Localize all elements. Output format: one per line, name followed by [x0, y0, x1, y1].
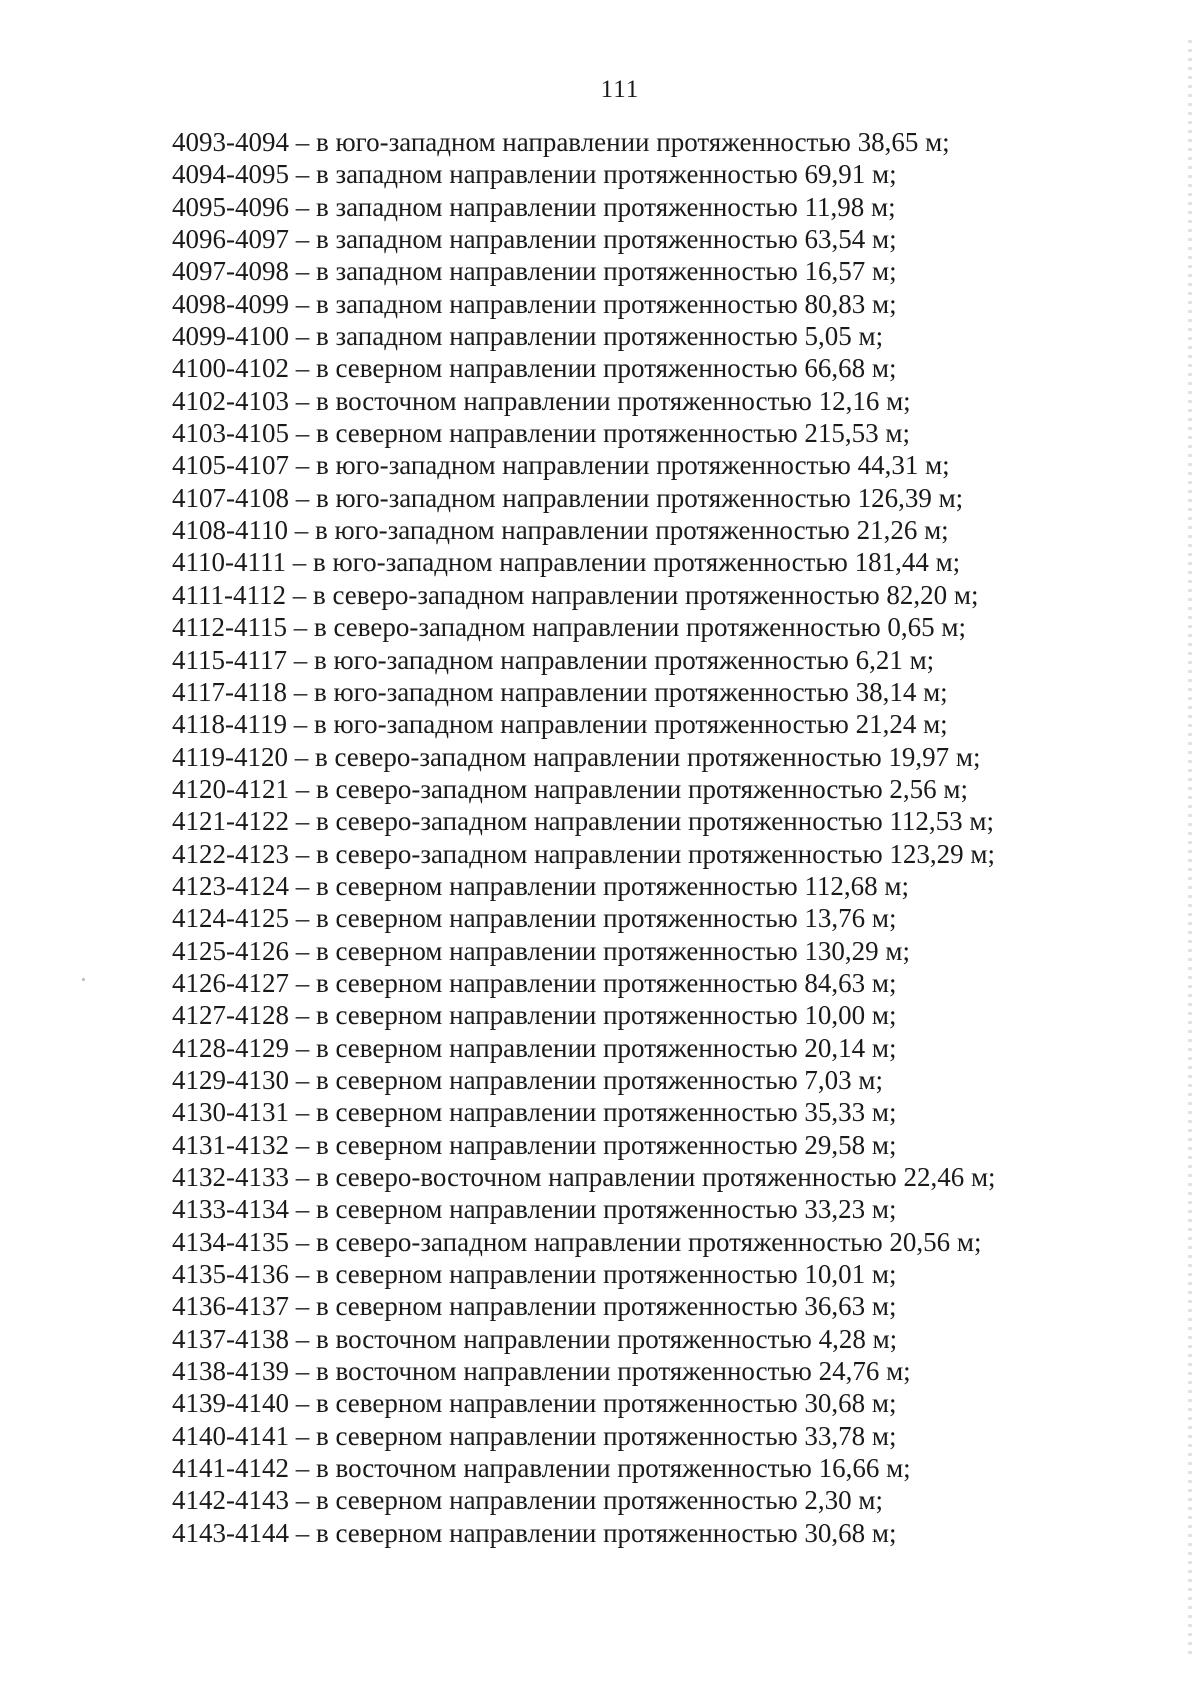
list-item [172, 1161, 1072, 1193]
list-item [172, 1452, 1072, 1484]
dash-separator: – [295, 159, 310, 190]
segment-description: в северном направлении протяженностью 13,76 м; [316, 903, 897, 934]
list-item [172, 352, 1072, 384]
dash-separator: – [295, 321, 310, 352]
list-item [172, 514, 1072, 546]
segment-description: в северном направлении протяженностью 20,14 м; [316, 1032, 897, 1063]
segment-id: 4102-4103 [172, 385, 289, 416]
segment-description: в северо-западном направлении протяженностью 82,20 м; [313, 579, 979, 610]
dash-separator: – [295, 1420, 310, 1451]
list-item [172, 1032, 1072, 1064]
segment-id: 4098-4099 [172, 288, 289, 319]
segment-description: в северо-западном направлении протяженностью 123,29 м; [316, 838, 995, 869]
boundary-segment-list [172, 126, 1072, 1549]
dash-separator: – [292, 547, 307, 578]
segment-id: 4097-4098 [172, 256, 289, 287]
segment-description: в восточном направлении протяженностью 24,76 м; [316, 1356, 911, 1387]
dash-separator: – [293, 709, 308, 740]
dash-separator: – [295, 1000, 310, 1031]
dash-separator: – [295, 1453, 310, 1484]
segment-description: в юго-западном направлении протяженностью 44,31 м; [316, 450, 950, 481]
list-item [172, 773, 1072, 805]
segment-description: в западном направлении протяженностью 11,98 м; [316, 191, 896, 222]
list-item [172, 1193, 1072, 1225]
list-item [172, 999, 1072, 1031]
dash-separator: – [295, 224, 310, 255]
segment-id: 4118-4119 [172, 709, 287, 740]
segment-id: 4112-4115 [172, 612, 287, 643]
dash-separator: – [295, 353, 310, 384]
dash-separator: – [293, 676, 308, 707]
segment-id: 4131-4132 [172, 1129, 289, 1160]
segment-description: в западном направлении протяженностью 16,57 м; [316, 256, 897, 287]
dash-separator: – [294, 741, 309, 772]
segment-id: 4125-4126 [172, 935, 289, 966]
scan-speck [82, 978, 85, 981]
segment-id: 4094-4095 [172, 159, 289, 190]
segment-description: в северо-западном направлении протяженностью 112,53 м; [316, 806, 994, 837]
segment-id: 4134-4135 [172, 1226, 289, 1257]
dash-separator: – [293, 612, 308, 643]
segment-id: 4128-4129 [172, 1032, 289, 1063]
list-item [172, 546, 1072, 578]
list-item [172, 1290, 1072, 1322]
scan-edge-artifact [1188, 40, 1192, 1660]
segment-description: в северном направлении протяженностью 2,30 м; [316, 1485, 884, 1516]
segment-id: 4141-4142 [172, 1453, 289, 1484]
segment-description: в юго-западном направлении протяженностью 38,65 м; [316, 127, 950, 157]
list-item [172, 708, 1072, 740]
list-item [172, 449, 1072, 481]
list-item [172, 320, 1072, 352]
list-item [172, 870, 1072, 902]
list-item [172, 1129, 1072, 1161]
dash-separator: – [295, 967, 310, 998]
segment-description: в северном направлении протяженностью 30,68 м; [316, 1517, 897, 1548]
dash-separator: – [293, 644, 308, 675]
list-item [172, 902, 1072, 934]
list-item [172, 967, 1072, 999]
dash-separator: – [292, 579, 307, 610]
dash-separator: – [295, 870, 310, 901]
segment-id: 4119-4120 [172, 741, 288, 772]
dash-separator: – [294, 515, 309, 546]
list-item [172, 805, 1072, 837]
dash-separator: – [295, 482, 310, 513]
list-item [172, 191, 1072, 223]
segment-id: 4133-4134 [172, 1194, 289, 1225]
list-item [172, 1517, 1072, 1549]
segment-id: 4130-4131 [172, 1097, 289, 1128]
segment-id: 4115-4117 [172, 644, 287, 675]
segment-id: 4143-4144 [172, 1517, 289, 1548]
list-item [172, 676, 1072, 708]
segment-description: в юго-западном направлении протяженностью 181,44 м; [313, 547, 961, 578]
dash-separator: – [295, 1064, 310, 1095]
dash-separator: – [295, 1032, 310, 1063]
segment-id: 4122-4123 [172, 838, 289, 869]
segment-description: в юго-западном направлении протяженностью 38,14 м; [314, 676, 948, 707]
dash-separator: – [295, 838, 310, 869]
segment-id: 4117-4118 [172, 676, 287, 707]
list-item [172, 417, 1072, 449]
dash-separator: – [295, 385, 310, 416]
list-item [172, 935, 1072, 967]
segment-description: в северном направлении протяженностью 112,68 м; [316, 870, 910, 901]
segment-description: в северном направлении протяженностью 215,53 м; [316, 418, 911, 449]
segment-description: в западном направлении протяженностью 5,05 м; [316, 321, 884, 352]
dash-separator: – [295, 1291, 310, 1322]
segment-description: в юго-западном направлении протяженностью 21,26 м; [315, 515, 949, 546]
segment-id: 4136-4137 [172, 1291, 289, 1322]
segment-id: 4120-4121 [172, 773, 289, 804]
segment-id: 4139-4140 [172, 1388, 289, 1419]
list-item [172, 158, 1072, 190]
segment-description: в восточном направлении протяженностью 4,28 м; [316, 1323, 898, 1354]
dash-separator: – [295, 191, 310, 222]
segment-description: в юго-западном направлении протяженностью 6,21 м; [314, 644, 935, 675]
segment-id: 4124-4125 [172, 903, 289, 934]
dash-separator: – [295, 773, 310, 804]
list-item [172, 223, 1072, 255]
list-item [172, 1226, 1072, 1258]
segment-description: в северном направлении протяженностью 84,63 м; [316, 967, 897, 998]
segment-id: 4140-4141 [172, 1420, 289, 1451]
dash-separator: – [295, 418, 310, 449]
segment-description: в западном направлении протяженностью 63,54 м; [316, 224, 897, 255]
dash-separator: – [295, 1162, 310, 1192]
segment-id: 4126-4127 [172, 967, 289, 998]
segment-description: в северном направлении протяженностью 36,63 м; [316, 1291, 897, 1322]
list-item [172, 644, 1072, 676]
dash-separator: – [295, 806, 310, 837]
segment-description: в юго-западном направлении протяженностью 21,24 м; [314, 709, 948, 740]
dash-separator: – [295, 903, 310, 934]
list-item [172, 1258, 1072, 1290]
dash-separator: – [295, 127, 310, 157]
list-item [172, 838, 1072, 870]
list-item [172, 1096, 1072, 1128]
segment-id: 4096-4097 [172, 224, 289, 255]
segment-id: 4137-4138 [172, 1323, 289, 1354]
segment-description: в восточном направлении протяженностью 16,66 м; [316, 1453, 911, 1484]
dash-separator: – [295, 1129, 310, 1160]
segment-description: в северном направлении протяженностью 130,29 м; [316, 935, 911, 966]
segment-description: в юго-западном направлении протяженностью 126,39 м; [316, 482, 964, 513]
list-item [172, 1420, 1072, 1452]
dash-separator: – [295, 256, 310, 287]
segment-id: 4108-4110 [172, 515, 288, 546]
segment-id: 4103-4105 [172, 418, 289, 449]
list-item [172, 288, 1072, 320]
segment-description: в северном направлении протяженностью 33,78 м; [316, 1420, 897, 1451]
page-number: 111 [600, 76, 640, 103]
segment-id: 4100-4102 [172, 353, 289, 384]
segment-id: 4095-4096 [172, 191, 289, 222]
segment-id: 4123-4124 [172, 870, 289, 901]
segment-id: 4099-4100 [172, 321, 289, 352]
dash-separator: – [295, 935, 310, 966]
list-item [172, 1323, 1072, 1355]
list-item [172, 1355, 1072, 1387]
segment-description: в северо-западном направлении протяженностью 2,56 м; [316, 773, 968, 804]
list-item [172, 385, 1072, 417]
segment-id: 4138-4139 [172, 1356, 289, 1387]
list-item [172, 1484, 1072, 1516]
list-item [172, 126, 1072, 158]
segment-id: 4135-4136 [172, 1259, 289, 1290]
dash-separator: – [295, 1485, 310, 1516]
segment-description: в северном направлении протяженностью 10,00 м; [316, 1000, 897, 1031]
segment-description: в западном направлении протяженностью 80,83 м; [316, 288, 897, 319]
segment-id: 4107-4108 [172, 482, 289, 513]
segment-description: в северо-западном направлении протяженностью 0,65 м; [314, 612, 966, 643]
list-item [172, 255, 1072, 287]
segment-description: в восточном направлении протяженностью 12,16 м; [316, 385, 911, 416]
segment-id: 4132-4133 [172, 1162, 289, 1192]
dash-separator: – [295, 1517, 310, 1548]
dash-separator: – [295, 1226, 310, 1257]
list-item [172, 1064, 1072, 1096]
segment-id: 4142-4143 [172, 1485, 289, 1516]
dash-separator: – [295, 1388, 310, 1419]
segment-description: в северном направлении протяженностью 33,23 м; [316, 1194, 897, 1225]
segment-description: в северном направлении протяженностью 30,68 м; [316, 1388, 897, 1419]
segment-id: 4110-4111 [172, 547, 286, 578]
segment-id: 4093-4094 [172, 127, 289, 157]
segment-description: в северо-западном направлении протяженностью 19,97 м; [315, 741, 981, 772]
dash-separator: – [295, 288, 310, 319]
segment-id: 4121-4122 [172, 806, 289, 837]
list-item [172, 579, 1072, 611]
segment-description: в северо-западном направлении протяженностью 20,56 м; [316, 1226, 982, 1257]
segment-description: в северном направлении протяженностью 29,58 м; [316, 1129, 897, 1160]
segment-id: 4129-4130 [172, 1064, 289, 1095]
dash-separator: – [295, 1097, 310, 1128]
segment-description: в северном направлении протяженностью 7,03 м; [316, 1064, 884, 1095]
list-item [172, 482, 1072, 514]
list-item [172, 741, 1072, 773]
dash-separator: – [295, 450, 310, 481]
segment-description: в северо-восточном направлении протяженностью 22,46 м; [316, 1162, 996, 1192]
dash-separator: – [295, 1259, 310, 1290]
segment-description: в западном направлении протяженностью 69,91 м; [316, 159, 897, 190]
segment-id: 4105-4107 [172, 450, 289, 481]
dash-separator: – [295, 1323, 310, 1354]
dash-separator: – [295, 1194, 310, 1225]
segment-description: в северном направлении протяженностью 10,01 м; [316, 1259, 897, 1290]
segment-id: 4111-4112 [172, 579, 286, 610]
segment-description: в северном направлении протяженностью 35,33 м; [316, 1097, 897, 1128]
list-item [172, 611, 1072, 643]
segment-description: в северном направлении протяженностью 66,68 м; [316, 353, 897, 384]
segment-id: 4127-4128 [172, 1000, 289, 1031]
dash-separator: – [295, 1356, 310, 1387]
list-item [172, 1387, 1072, 1419]
